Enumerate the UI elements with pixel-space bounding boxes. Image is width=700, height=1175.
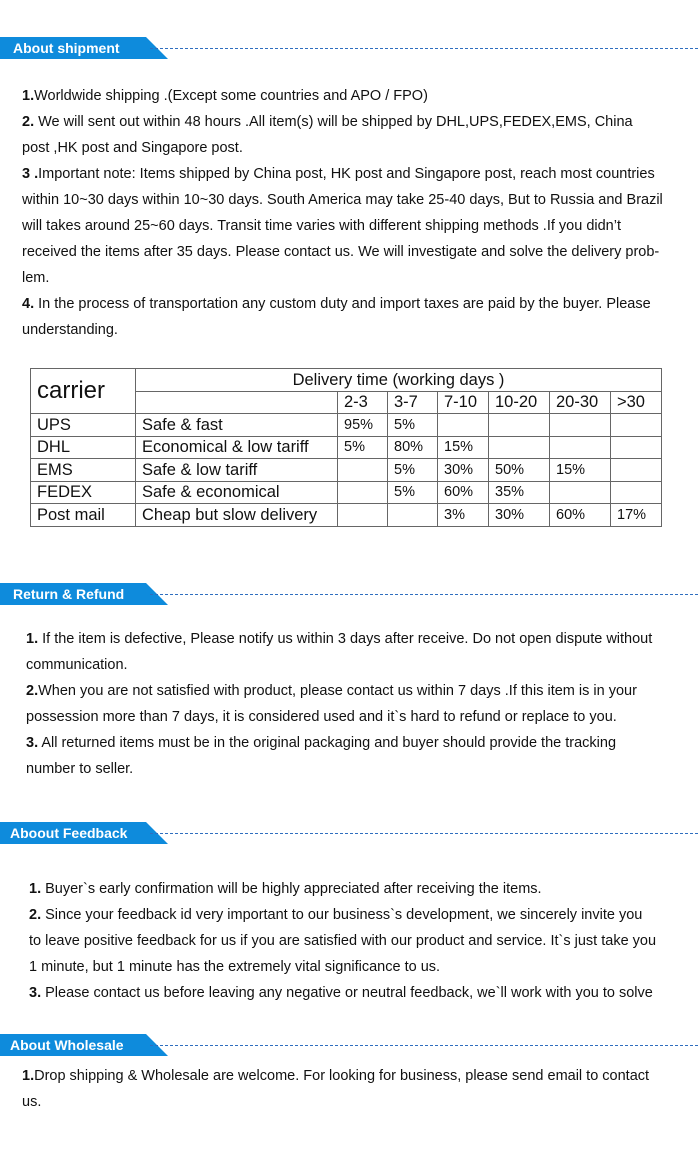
section-tab — [0, 37, 168, 59]
pct-cell: 5% — [338, 436, 388, 459]
paragraph-line: 1.Worldwide shipping .(Except some countries and APO / FPO) — [22, 88, 428, 104]
table-row — [31, 481, 662, 504]
carrier-header: carrier — [31, 369, 136, 414]
paragraph-line: 1 minute, but 1 minute has the extremely vital significance to us. — [29, 959, 441, 975]
pct-cell — [611, 414, 662, 437]
pct-cell — [438, 414, 489, 437]
paragraph-line: within 10~30 days within 10~30 days. South America may take 25-40 days, But to Russia and Brazil — [22, 192, 663, 208]
paragraph-line: 3. All returned items must be in the original packaging and buyer should provide the tracking — [26, 735, 617, 751]
empty-cell — [136, 391, 338, 414]
table-header-row — [31, 369, 662, 392]
carrier-desc: Safe & economical — [136, 481, 338, 504]
paragraph-line: us. — [22, 1094, 42, 1110]
carrier-desc: Safe & fast — [136, 414, 338, 437]
pct-cell: 60% — [438, 481, 489, 504]
range-header: >30 — [611, 391, 662, 414]
paragraph-line: understanding. — [22, 322, 118, 338]
delivery-time-table — [30, 368, 662, 527]
pct-cell — [489, 414, 550, 437]
pct-cell: 15% — [438, 436, 489, 459]
section-header-shipment — [0, 37, 700, 59]
range-header: 3-7 — [388, 391, 438, 414]
pct-cell: 30% — [489, 504, 550, 527]
carrier-desc: Economical & low tariff — [136, 436, 338, 459]
section-header-refund — [0, 583, 700, 605]
pct-cell — [489, 436, 550, 459]
section-header-wholesale — [0, 1034, 700, 1056]
range-header: 20-30 — [550, 391, 611, 414]
pct-cell: 60% — [550, 504, 611, 527]
section-title: About Wholesale — [10, 1037, 124, 1053]
delivery-time-header: Delivery time (working days ) — [136, 369, 662, 392]
table-row — [31, 414, 662, 437]
pct-cell: 50% — [489, 459, 550, 482]
carrier-name: EMS — [31, 459, 136, 482]
carrier-name: FEDEX — [31, 481, 136, 504]
pct-cell: 80% — [388, 436, 438, 459]
carrier-desc: Safe & low tariff — [136, 459, 338, 482]
paragraph-line: 1.Drop shipping & Wholesale are welcome. For looking for business, please send email to contact — [22, 1068, 650, 1084]
paragraph-line: post ,HK post and Singapore post. — [22, 140, 243, 156]
pct-cell — [611, 481, 662, 504]
pct-cell — [611, 436, 662, 459]
dashed-divider — [150, 1045, 698, 1046]
pct-cell: 5% — [388, 481, 438, 504]
paragraph-line: 2. We will sent out within 48 hours .All item(s) will be shipped by DHL,UPS,FEDEX,EMS, China — [22, 114, 633, 130]
pct-cell — [550, 481, 611, 504]
table-row — [31, 459, 662, 482]
pct-cell: 35% — [489, 481, 550, 504]
paragraph-line: 4. In the process of transportation any custom duty and import taxes are paid by the buyer. Please — [22, 296, 651, 312]
paragraph-line: 1. If the item is defective, Please notify us within 3 days after receive. Do not open dispute without — [26, 631, 653, 647]
table-row — [31, 436, 662, 459]
table-row — [31, 504, 662, 527]
section-title: About shipment — [13, 40, 120, 56]
pct-cell — [388, 504, 438, 527]
pct-cell: 5% — [388, 459, 438, 482]
pct-cell — [550, 436, 611, 459]
paragraph-line: possession more than 7 days, it is considered used and it`s hard to refund or replace to you. — [26, 709, 617, 725]
pct-cell: 5% — [388, 414, 438, 437]
pct-cell — [611, 459, 662, 482]
paragraph-line: lem. — [22, 270, 50, 286]
pct-cell: 3% — [438, 504, 489, 527]
pct-cell: 95% — [338, 414, 388, 437]
pct-cell — [550, 414, 611, 437]
carrier-name: UPS — [31, 414, 136, 437]
dashed-divider — [150, 594, 698, 595]
pct-cell — [338, 504, 388, 527]
paragraph-line: 2.When you are not satisfied with product, please contact us within 7 days .If this item is in your — [26, 683, 637, 699]
range-header: 2-3 — [338, 391, 388, 414]
carrier-name: Post mail — [31, 504, 136, 527]
paragraph-line: communication. — [26, 657, 128, 673]
pct-cell: 17% — [611, 504, 662, 527]
section-title: Aboout Feedback — [10, 825, 128, 841]
paragraph-line: number to seller. — [26, 761, 134, 777]
paragraph-line: received the items after 35 days. Please contact us. We will investigate and solve the delivery prob- — [22, 244, 660, 260]
pct-cell: 15% — [550, 459, 611, 482]
section-tab — [0, 822, 168, 844]
range-header: 7-10 — [438, 391, 489, 414]
carrier-desc: Cheap but slow delivery — [136, 504, 338, 527]
paragraph-line: 3 .Important note: Items shipped by China post, HK post and Singapore post, reach most countries — [22, 166, 655, 182]
paragraph-line: 3. Please contact us before leaving any negative or neutral feedback, we`ll work with you to solve — [29, 985, 653, 1001]
pct-cell — [338, 481, 388, 504]
pct-cell: 30% — [438, 459, 489, 482]
pct-cell — [338, 459, 388, 482]
carrier-name: DHL — [31, 436, 136, 459]
range-header: 10-20 — [489, 391, 550, 414]
section-tab — [0, 1034, 168, 1056]
section-title: Return & Refund — [13, 586, 125, 602]
dashed-divider — [150, 833, 698, 834]
dashed-divider — [150, 48, 698, 49]
section-tab — [0, 583, 168, 605]
paragraph-line: 2. Since your feedback id very important to our business`s development, we sincerely invite you — [29, 907, 643, 923]
paragraph-line: to leave positive feedback for us if you are satisfied with our product and service. It`s just take you — [29, 933, 657, 949]
section-header-feedback — [0, 822, 700, 844]
paragraph-line: will takes around 25~60 days. Transit time varies with different shipping methods .If you didn’t — [22, 218, 621, 234]
paragraph-line: 1. Buyer`s early confirmation will be highly appreciated after receiving the items. — [29, 881, 542, 897]
